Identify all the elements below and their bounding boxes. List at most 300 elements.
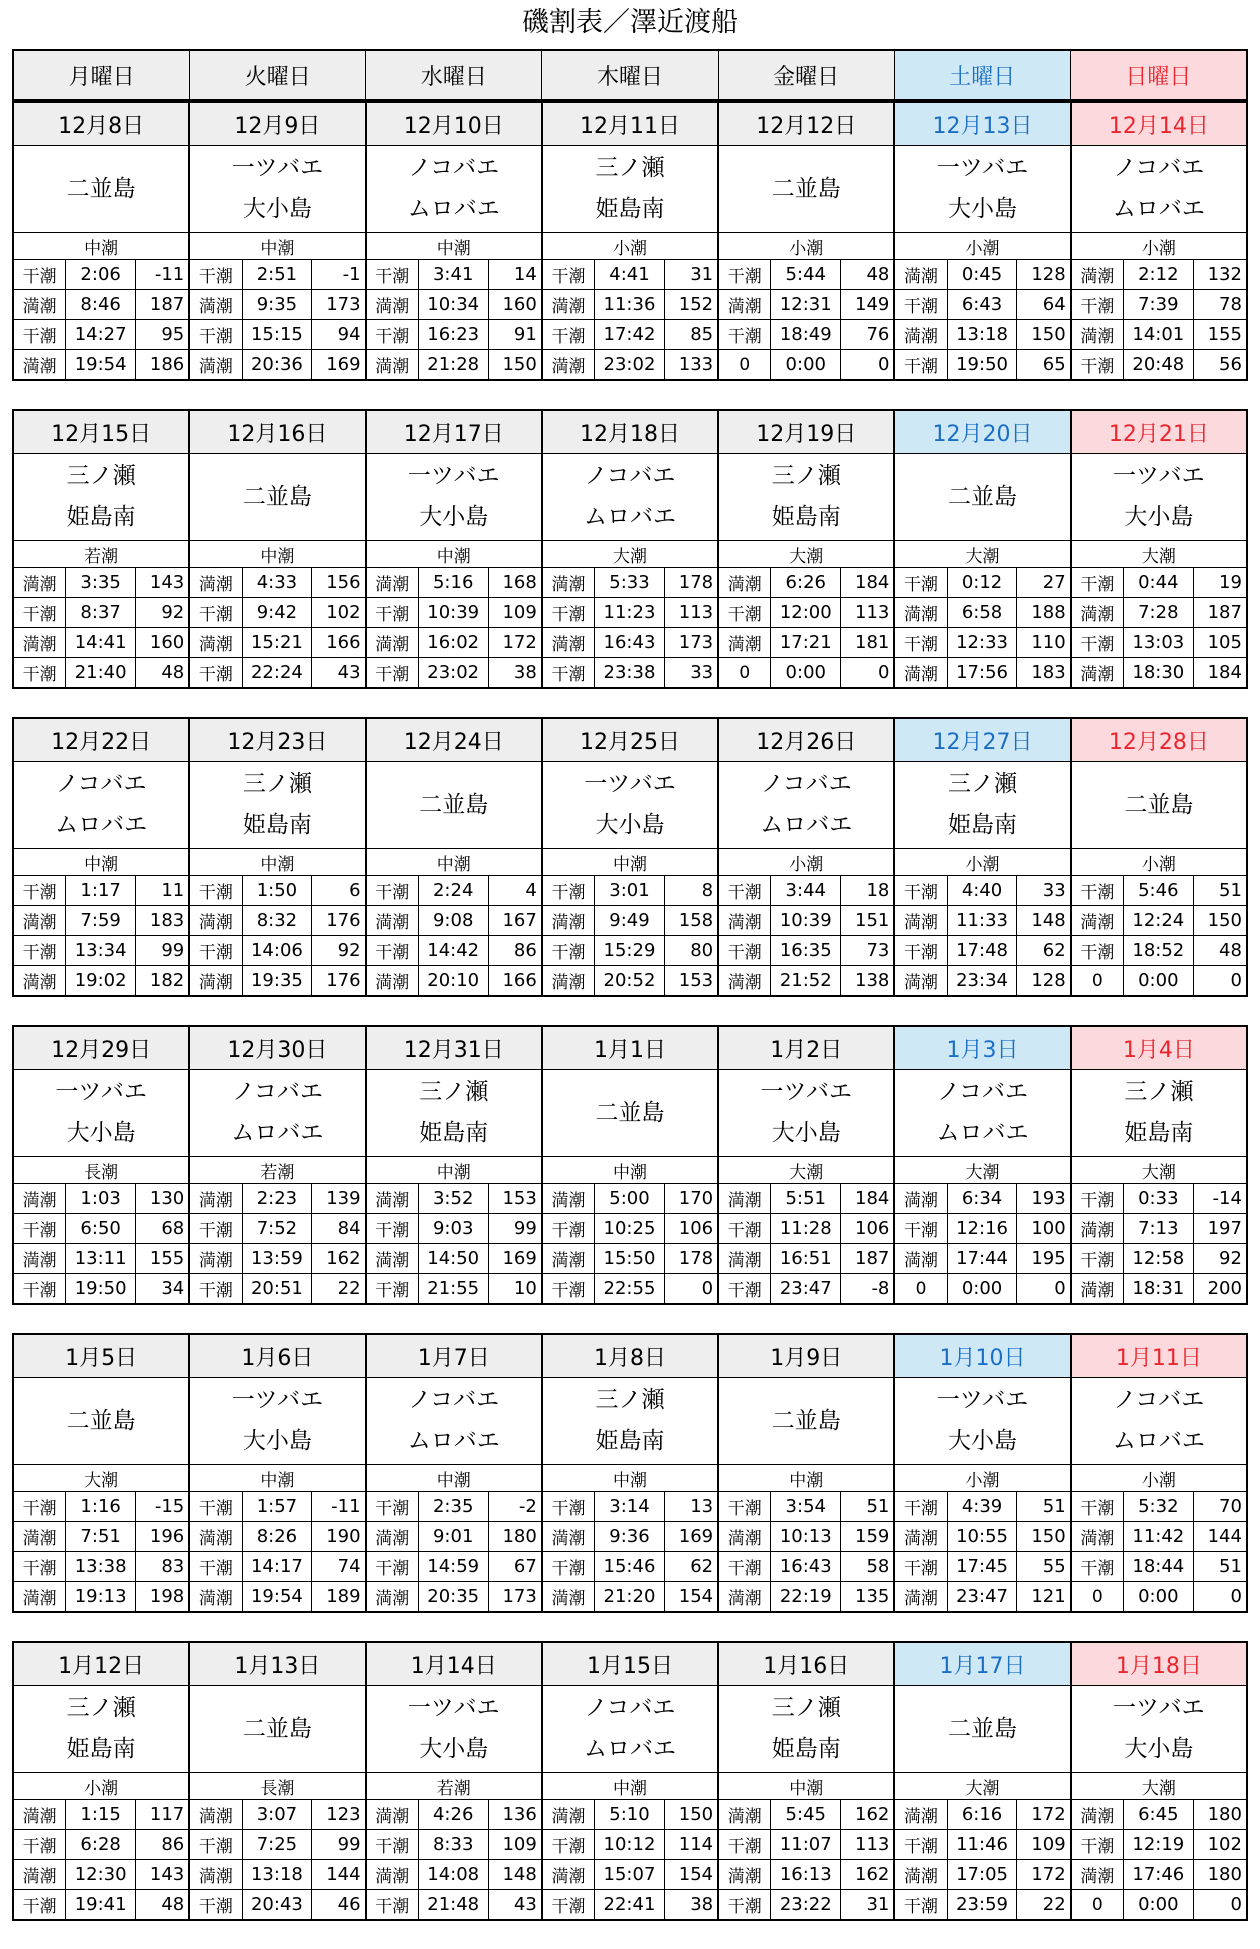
tide-level: 130 — [149, 1188, 185, 1209]
fishing-spot-name: 大小島 — [595, 812, 665, 838]
tide-kind: 干潮 — [895, 628, 947, 657]
tide-time: 19:41 — [66, 1890, 136, 1919]
tide-row — [367, 1552, 541, 1582]
tide-kind: 満潮 — [719, 1582, 771, 1611]
tide-row — [1072, 320, 1246, 350]
fishing-spot-name: 三ノ瀬 — [948, 771, 1018, 797]
tide-kind: 満潮 — [895, 1522, 947, 1551]
tide-time: 11:33 — [948, 906, 1018, 935]
tide-row — [14, 1582, 188, 1611]
tide-kind: 満潮 — [1072, 598, 1124, 627]
tide-row — [14, 906, 188, 936]
fishing-spot-name: 二並島 — [242, 1715, 312, 1742]
tide-row — [14, 320, 188, 350]
tide-kind: 干潮 — [1072, 628, 1124, 657]
day-date: 12月21日 — [1072, 411, 1246, 454]
tide-level: 43 — [337, 662, 361, 683]
tide-level: 182 — [149, 970, 185, 991]
day-date: 1月17日 — [895, 1643, 1069, 1686]
tide-time: 5:10 — [595, 1800, 665, 1829]
tide-kind: 満潮 — [367, 1582, 419, 1611]
tide-kind: 満潮 — [1072, 260, 1124, 289]
tide-row — [14, 658, 188, 687]
tide-kind: 干潮 — [895, 1552, 947, 1581]
tide-rows — [1072, 1184, 1246, 1303]
tide-type: 小潮 — [14, 1773, 188, 1800]
tide-kind: 満潮 — [190, 1522, 242, 1551]
tide-level: 94 — [337, 324, 361, 345]
tide-row — [895, 1184, 1069, 1214]
tide-kind: 干潮 — [190, 876, 242, 905]
tide-level: 187 — [1207, 602, 1242, 623]
fishing-spot-name: 姫島南 — [242, 812, 312, 838]
tide-time: 6:50 — [66, 1214, 136, 1243]
tide-time: 20:51 — [243, 1274, 313, 1303]
week-block — [12, 717, 1248, 997]
tide-kind: 満潮 — [14, 966, 66, 995]
tide-level: 180 — [1207, 1864, 1242, 1885]
fishing-spot-name: 二並島 — [66, 175, 136, 202]
tide-time: 7:59 — [66, 906, 136, 935]
tide-level: 34 — [161, 1278, 185, 1299]
tide-row — [543, 966, 717, 995]
tide-time: 13:38 — [66, 1552, 136, 1581]
day-cell — [895, 719, 1071, 995]
tide-level: 68 — [161, 1218, 185, 1239]
tide-row — [367, 320, 541, 350]
tide-level: 51 — [1219, 880, 1242, 901]
tide-level: 92 — [161, 602, 185, 623]
tide-kind: 満潮 — [895, 598, 947, 627]
tide-kind: 干潮 — [895, 1830, 947, 1859]
tide-kind: 干潮 — [14, 1830, 66, 1859]
tide-level: 143 — [149, 1864, 185, 1885]
tide-row — [14, 1552, 188, 1582]
day-date: 12月26日 — [719, 719, 893, 762]
day-cell — [190, 411, 366, 687]
tide-rows — [543, 568, 717, 687]
tide-time: 0:00 — [771, 350, 841, 379]
week-block — [12, 409, 1248, 689]
tide-kind: 干潮 — [14, 1214, 66, 1243]
tide-row — [190, 1860, 364, 1890]
tide-level: 150 — [502, 354, 537, 375]
tide-kind: 干潮 — [1072, 568, 1124, 597]
tide-kind: 満潮 — [543, 1184, 595, 1213]
tide-rows — [190, 1492, 364, 1611]
tide-row — [14, 598, 188, 628]
tide-row — [190, 658, 364, 687]
tide-row — [895, 1582, 1069, 1611]
fishing-spot-name: 姫島南 — [1124, 1120, 1194, 1146]
tide-time: 11:07 — [771, 1830, 841, 1859]
fishing-spot-name: 大小島 — [242, 196, 312, 222]
tide-kind: 干潮 — [1072, 876, 1124, 905]
tide-row — [895, 1890, 1069, 1919]
tide-level: 176 — [326, 910, 361, 931]
tide-time: 10:12 — [595, 1830, 665, 1859]
day-date: 1月13日 — [190, 1643, 364, 1686]
tide-time: 21:52 — [771, 966, 841, 995]
tide-level: 0 — [1054, 1278, 1066, 1299]
tide-kind: 干潮 — [1072, 1492, 1124, 1521]
tide-row — [14, 1184, 188, 1214]
tide-kind: 満潮 — [719, 1244, 771, 1273]
tide-row — [543, 1244, 717, 1274]
tide-type: 大潮 — [1072, 1773, 1246, 1800]
tide-rows — [190, 1184, 364, 1303]
day-date: 12月17日 — [367, 411, 541, 454]
tide-time: 17:21 — [771, 628, 841, 657]
page-title: 磯割表／澤近渡船 — [522, 7, 738, 38]
tide-time: 9:36 — [595, 1522, 665, 1551]
tide-level: 92 — [1219, 1248, 1242, 1269]
tide-kind: 満潮 — [14, 628, 66, 657]
tide-row — [14, 876, 188, 906]
tide-level: 198 — [149, 1586, 185, 1607]
tide-type: 大潮 — [1072, 1157, 1246, 1184]
tide-time: 1:03 — [66, 1184, 136, 1213]
tide-level: 188 — [1031, 602, 1066, 623]
fishing-spots — [719, 1378, 893, 1465]
tide-kind: 満潮 — [190, 966, 242, 995]
tide-rows — [543, 1800, 717, 1919]
tide-rows — [14, 1184, 188, 1303]
tide-rows — [543, 876, 717, 995]
tide-rows — [719, 260, 893, 379]
tide-row — [543, 1492, 717, 1522]
fishing-spots — [367, 1070, 541, 1157]
tide-level: 0 — [1230, 970, 1242, 991]
tide-rows — [367, 568, 541, 687]
tide-level: 187 — [149, 294, 185, 315]
tide-kind: 干潮 — [14, 1492, 66, 1521]
day-date: 12月19日 — [719, 411, 893, 454]
tide-row — [1072, 1800, 1246, 1830]
tide-level: 166 — [326, 632, 361, 653]
tide-row — [719, 906, 893, 936]
tide-row — [190, 876, 364, 906]
fishing-spots — [719, 1686, 893, 1773]
tide-time: 0:12 — [948, 568, 1018, 597]
tide-kind: 干潮 — [367, 260, 419, 289]
week-block — [12, 101, 1248, 381]
tide-time: 7:39 — [1124, 290, 1194, 319]
tide-time: 13:59 — [243, 1244, 313, 1273]
tide-row — [190, 1184, 364, 1214]
tide-kind: 干潮 — [719, 1552, 771, 1581]
tide-type: 中潮 — [543, 849, 717, 876]
tide-level: 92 — [337, 940, 361, 961]
tide-type: 若潮 — [367, 1773, 541, 1800]
tide-kind: 干潮 — [895, 1890, 947, 1919]
tide-time: 14:41 — [66, 628, 136, 657]
tide-time: 5:33 — [595, 568, 665, 597]
day-date: 12月15日 — [14, 411, 188, 454]
day-date: 1月9日 — [719, 1335, 893, 1378]
tide-row — [719, 1830, 893, 1860]
tide-kind: 満潮 — [895, 1860, 947, 1889]
tide-rows — [190, 876, 364, 995]
tide-row — [1072, 628, 1246, 658]
day-date: 12月13日 — [895, 103, 1069, 146]
tide-kind: 干潮 — [543, 1274, 595, 1303]
tide-row — [543, 906, 717, 936]
tide-row — [895, 628, 1069, 658]
tide-level: 27 — [1042, 572, 1066, 593]
tide-time: 8:46 — [66, 290, 136, 319]
day-cell — [14, 1027, 190, 1303]
tide-time: 21:40 — [66, 658, 136, 687]
day-cell — [543, 1027, 719, 1303]
fishing-spots — [719, 762, 893, 849]
tide-level: 0 — [1230, 1894, 1242, 1915]
fishing-spots — [14, 1686, 188, 1773]
fishing-spot-name: 大小島 — [419, 1736, 489, 1762]
tide-time: 17:56 — [948, 658, 1018, 687]
tide-time: 3:14 — [595, 1492, 665, 1521]
fishing-spot-name: 一ツバエ — [936, 1387, 1029, 1413]
tide-kind: 干潮 — [719, 260, 771, 289]
fishing-spot-name: 二並島 — [419, 791, 489, 818]
tide-time: 13:11 — [66, 1244, 136, 1273]
tide-kind: 干潮 — [719, 1492, 771, 1521]
tide-level: 150 — [1031, 324, 1066, 345]
tide-kind: 干潮 — [1072, 1184, 1124, 1213]
tide-kind: 満潮 — [895, 658, 947, 687]
day-cell — [190, 103, 366, 379]
tide-time: 6:45 — [1124, 1800, 1194, 1829]
tide-row — [1072, 290, 1246, 320]
tide-level: 0 — [1230, 1586, 1242, 1607]
tide-kind: 干潮 — [190, 1830, 242, 1859]
tide-row — [719, 936, 893, 966]
tide-level: 91 — [513, 324, 537, 345]
tide-level: 64 — [1042, 294, 1066, 315]
fishing-spot-name: 一ツバエ — [760, 1079, 853, 1105]
weekday-header-tue: 火曜日 — [190, 51, 366, 99]
tide-time: 12:33 — [948, 628, 1018, 657]
day-date: 12月25日 — [543, 719, 717, 762]
day-date: 1月10日 — [895, 1335, 1069, 1378]
tide-time: 20:10 — [419, 966, 489, 995]
tide-kind: 満潮 — [1072, 906, 1124, 935]
tide-time: 15:15 — [243, 320, 313, 349]
tide-time: 4:26 — [419, 1800, 489, 1829]
fishing-spot-name: ムロバエ — [407, 196, 500, 222]
day-date: 1月15日 — [543, 1643, 717, 1686]
day-cell — [14, 1643, 190, 1919]
tide-row — [543, 1274, 717, 1303]
tide-level: 48 — [161, 662, 185, 683]
tide-level: 172 — [1031, 1804, 1066, 1825]
fishing-spot-name: 姫島南 — [595, 1428, 665, 1454]
tide-kind: 満潮 — [190, 906, 242, 935]
tide-kind: 干潮 — [14, 936, 66, 965]
tide-kind: 干潮 — [367, 936, 419, 965]
weekday-header-thu: 木曜日 — [542, 51, 718, 99]
day-date: 1月3日 — [895, 1027, 1069, 1070]
tide-time: 4:41 — [595, 260, 665, 289]
tide-type: 大潮 — [719, 541, 893, 568]
tide-time: 18:30 — [1124, 658, 1194, 687]
tide-kind: 干潮 — [14, 320, 66, 349]
week-block — [12, 1025, 1248, 1305]
day-date: 12月29日 — [14, 1027, 188, 1070]
tide-kind: 干潮 — [895, 936, 947, 965]
tide-kind: 満潮 — [14, 1244, 66, 1273]
tide-row — [719, 1552, 893, 1582]
tide-kind: 干潮 — [367, 658, 419, 687]
day-date: 12月14日 — [1072, 103, 1246, 146]
tide-level: 144 — [1207, 1526, 1242, 1547]
tide-kind: 干潮 — [719, 1830, 771, 1859]
tide-level: 84 — [337, 1218, 361, 1239]
tide-row — [895, 1552, 1069, 1582]
fishing-spot-name: 大小島 — [1124, 504, 1194, 530]
tide-level: 160 — [502, 294, 537, 315]
tide-time: 8:26 — [243, 1522, 313, 1551]
tide-level: 31 — [866, 1894, 890, 1915]
tide-time: 21:48 — [419, 1890, 489, 1919]
fishing-spot-name: 一ツバエ — [55, 1079, 147, 1105]
day-date: 1月18日 — [1072, 1643, 1246, 1686]
tide-row — [895, 966, 1069, 995]
tide-kind: 干潮 — [1072, 936, 1124, 965]
tide-kind: 干潮 — [895, 876, 947, 905]
tide-level: 51 — [1042, 1496, 1066, 1517]
day-date: 12月16日 — [190, 411, 364, 454]
tide-row — [190, 350, 364, 379]
tide-level: 180 — [1207, 1804, 1242, 1825]
tide-rows — [1072, 876, 1246, 995]
tide-row — [190, 1890, 364, 1919]
tide-time: 8:37 — [66, 598, 136, 627]
fishing-spot-name: 二並島 — [595, 1099, 665, 1126]
tide-time: 14:50 — [419, 1244, 489, 1273]
tide-kind: 干潮 — [543, 260, 595, 289]
tide-kind: 干潮 — [719, 598, 771, 627]
tide-time: 9:35 — [243, 290, 313, 319]
day-date: 1月1日 — [543, 1027, 717, 1070]
tide-kind: 満潮 — [719, 1522, 771, 1551]
tide-level: 133 — [678, 354, 714, 375]
tide-time: 12:30 — [66, 1860, 136, 1889]
tide-kind: 干潮 — [895, 568, 947, 597]
tide-kind: 満潮 — [1072, 1800, 1124, 1829]
tide-time: 10:34 — [419, 290, 489, 319]
tide-row — [190, 966, 364, 995]
fishing-spot-name: ノコバエ — [584, 1695, 676, 1721]
fishing-spot-name: ノコバエ — [937, 1079, 1028, 1105]
fishing-spot-name: ムロバエ — [407, 1428, 500, 1454]
tide-time: 3:41 — [419, 260, 489, 289]
tide-time: 7:51 — [66, 1522, 136, 1551]
day-cell — [1072, 1027, 1246, 1303]
fishing-spots — [1072, 1686, 1246, 1773]
fishing-spots — [719, 454, 893, 541]
tide-time: 16:13 — [771, 1860, 841, 1889]
tide-kind: 干潮 — [543, 598, 595, 627]
day-cell — [719, 103, 895, 379]
fishing-spots — [190, 762, 364, 849]
tide-level: 117 — [149, 1804, 185, 1825]
tide-type: 中潮 — [543, 1465, 717, 1492]
fishing-spots — [895, 762, 1069, 849]
tide-time: 19:50 — [66, 1274, 136, 1303]
fishing-spots — [1072, 454, 1246, 541]
tide-level: 162 — [326, 1248, 361, 1269]
tide-row — [14, 628, 188, 658]
tide-type: 小潮 — [895, 1465, 1069, 1492]
fishing-spot-name: 姫島南 — [66, 1736, 136, 1762]
tide-time: 22:55 — [595, 1274, 665, 1303]
tide-level: 135 — [855, 1586, 890, 1607]
tide-type: 小潮 — [895, 849, 1069, 876]
tide-time: 17:42 — [595, 320, 665, 349]
tide-type: 小潮 — [1072, 233, 1246, 260]
tide-row — [719, 260, 893, 290]
day-date: 1月14日 — [367, 1643, 541, 1686]
tide-row — [367, 876, 541, 906]
fishing-spots — [367, 146, 541, 233]
tide-time: 9:42 — [243, 598, 313, 627]
tide-kind: 満潮 — [367, 1522, 419, 1551]
tide-kind: 0 — [719, 658, 771, 687]
tide-time: 2:23 — [243, 1184, 313, 1213]
tide-row — [543, 658, 717, 687]
tide-level: 159 — [855, 1526, 890, 1547]
tide-kind: 干潮 — [895, 350, 947, 379]
tide-row — [543, 290, 717, 320]
tide-time: 13:18 — [243, 1860, 313, 1889]
fishing-spot-name: 一ツバエ — [1113, 463, 1205, 489]
tide-level: 48 — [866, 264, 890, 285]
tide-level: 132 — [1207, 264, 1242, 285]
day-cell — [1072, 719, 1246, 995]
tide-kind: 満潮 — [1072, 1274, 1124, 1303]
tide-row — [14, 1274, 188, 1303]
tide-type: 小潮 — [895, 233, 1069, 260]
tide-time: 7:25 — [243, 1830, 313, 1859]
tide-level: 106 — [855, 1218, 890, 1239]
tide-row — [719, 1860, 893, 1890]
tide-kind: 干潮 — [190, 1492, 242, 1521]
tide-rows — [367, 876, 541, 995]
day-date: 12月22日 — [14, 719, 188, 762]
tide-rows — [367, 1800, 541, 1919]
day-cell — [895, 103, 1071, 379]
tide-time: 19:35 — [243, 966, 313, 995]
tide-time: 5:46 — [1124, 876, 1194, 905]
tide-rows — [719, 568, 893, 687]
tide-time: 10:39 — [419, 598, 489, 627]
tide-time: 16:35 — [771, 936, 841, 965]
tide-kind: 干潮 — [190, 598, 242, 627]
fishing-spot-name: 三ノ瀬 — [242, 771, 312, 797]
tide-kind: 満潮 — [719, 290, 771, 319]
tide-level: 102 — [326, 602, 361, 623]
tide-kind: 満潮 — [14, 350, 66, 379]
tide-time: 10:39 — [771, 906, 841, 935]
tide-row — [543, 1860, 717, 1890]
tide-kind: 干潮 — [14, 260, 66, 289]
tide-time: 15:46 — [595, 1552, 665, 1581]
fishing-spots — [190, 1070, 364, 1157]
tide-row — [367, 1890, 541, 1919]
tide-row — [543, 936, 717, 966]
tide-level: 168 — [502, 572, 537, 593]
